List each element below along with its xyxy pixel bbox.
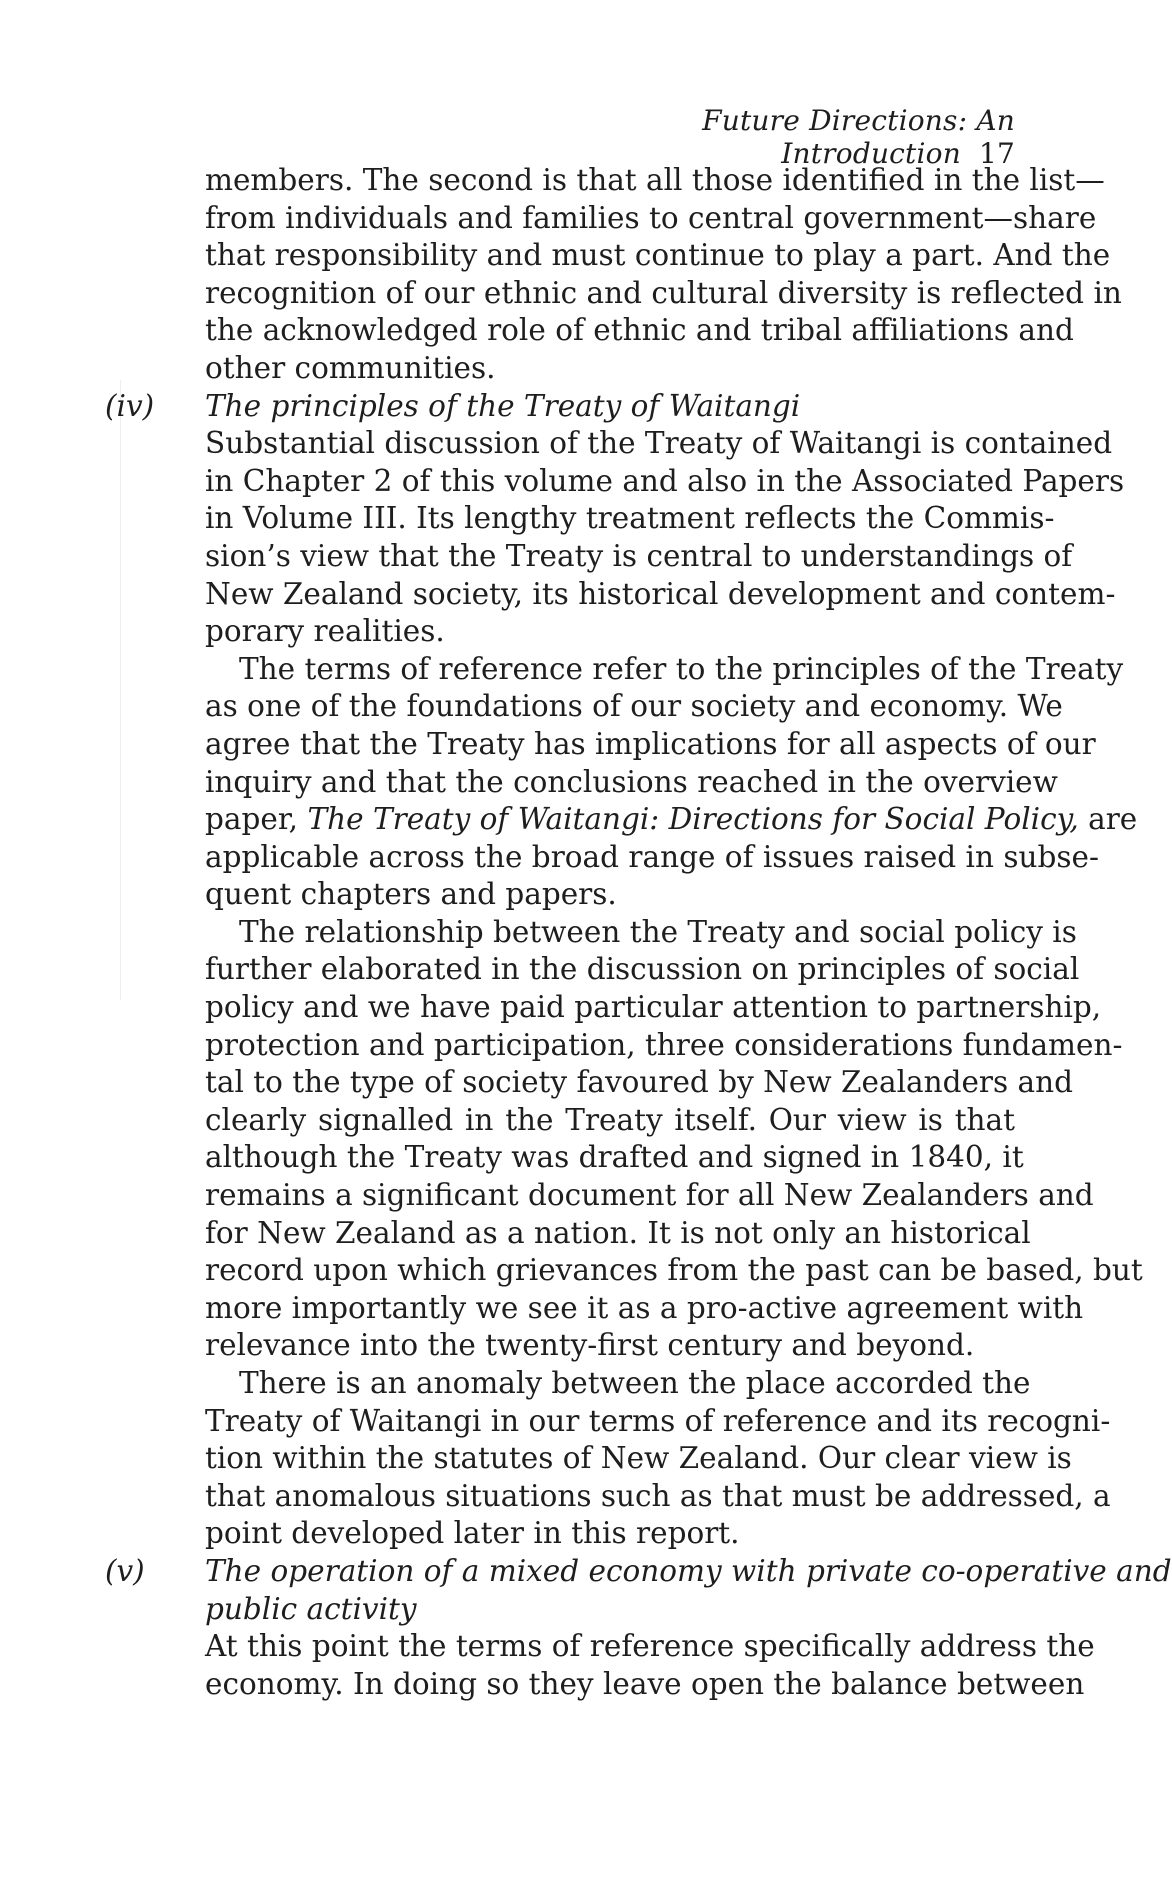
text-line: Substantial discussion of the Treaty of Waitangi is contained (205, 426, 1113, 461)
text-line: in Volume III. Its lengthy treatment reflects the Commis- (205, 501, 1055, 536)
paragraph (205, 914, 1143, 1365)
text-line: At this point the terms of reference specifically address the (205, 1629, 1095, 1664)
text-line: that anomalous situations such as that must be addressed, a (205, 1478, 1111, 1513)
section-heading: The operation of a mixed economy with private co-operative and (205, 1553, 1172, 1588)
text-line: clearly signalled in the Treaty itself. Our view is that (205, 1102, 1015, 1137)
intro-paragraph (205, 162, 1122, 388)
text-line: porary realities. (205, 614, 445, 649)
text-line: There is an anomaly between the place accorded the (239, 1366, 1031, 1400)
text-line: agree that the Treaty has implications for all aspects of our (205, 726, 1096, 761)
text-line: from individuals and families to central government—share (205, 200, 1097, 235)
text-line: further elaborated in the discussion on principles of social (205, 952, 1080, 987)
text-line: for New Zealand as a nation. It is not only an historical (205, 1215, 1031, 1250)
report-title: The Treaty of Waitangi: Directions for Social Policy, (307, 802, 1079, 837)
text-line: as one of the foundations of our society and economy. We (205, 689, 1063, 724)
text-line: that responsibility and must continue to play a part. And the (205, 238, 1111, 273)
paragraph (205, 425, 1125, 651)
body-text (105, 162, 1172, 1703)
text-line: policy and we have paid particular attention to partnership, (205, 990, 1102, 1025)
paragraph (205, 1365, 1111, 1553)
text-fragment: are (1078, 802, 1138, 837)
running-header (520, 104, 1015, 170)
text-line: remains a significant document for all New Zealanders and (205, 1178, 1094, 1213)
section-label: (iv) (105, 388, 155, 423)
text-line: recognition of our ethnic and cultural diversity is reflected in (205, 275, 1122, 310)
text-line: tal to the type of society favoured by New Zealanders and (205, 1065, 1074, 1100)
text-line: economy. In doing so they leave open the balance between (205, 1666, 1085, 1701)
section-heading: The principles of the Treaty of Waitangi (205, 388, 801, 423)
section-iv (105, 388, 1143, 1553)
section-label: (v) (105, 1553, 145, 1588)
text-line (205, 801, 1138, 839)
text-line: inquiry and that the conclusions reached in the overview (205, 764, 1058, 799)
text-line: relevance into the twenty-first century and beyond. (205, 1328, 975, 1363)
text-line: other communities. (205, 350, 496, 385)
paragraph (205, 1628, 1095, 1703)
text-line: applicable across the broad range of issues raised in subse- (205, 839, 1099, 874)
text-fragment: paper, (205, 802, 308, 837)
text-line: The relationship between the Treaty and social policy is (239, 914, 1077, 949)
text-line: members. The second is that all those identified in the list— (205, 163, 1105, 197)
text-line: New Zealand society, its historical development and contem- (205, 576, 1116, 611)
text-line: more importantly we see it as a pro-active agreement with (205, 1290, 1084, 1325)
section-heading: public activity (205, 1591, 417, 1626)
text-line: quent chapters and papers. (205, 877, 617, 912)
text-line: although the Treaty was drafted and signed in 1840, it (205, 1140, 1024, 1175)
text-line: sion’s view that the Treaty is central to understandings of (205, 538, 1073, 573)
text-line: in Chapter 2 of this volume and also in the Associated Papers (205, 463, 1125, 498)
text-line: record upon which grievances from the past can be based, but (205, 1253, 1143, 1288)
text-line: the acknowledged role of ethnic and tribal affiliations and (205, 313, 1074, 348)
text-line: point developed later in this report. (205, 1516, 740, 1551)
section-v (105, 1553, 1172, 1703)
page-margin-line (120, 380, 121, 1000)
text-line: protection and participation, three considerations fundamen- (205, 1027, 1123, 1062)
page-number: 17 (978, 137, 1015, 170)
text-line: Treaty of Waitangi in our terms of reference and its recogni- (205, 1403, 1111, 1438)
running-title: Future Directions: An Introduction (702, 104, 1015, 170)
paragraph (205, 651, 1138, 914)
text-line: tion within the statutes of New Zealand. Our clear view is (205, 1441, 1072, 1476)
text-line: The terms of reference refer to the principles of the Treaty (239, 651, 1124, 686)
